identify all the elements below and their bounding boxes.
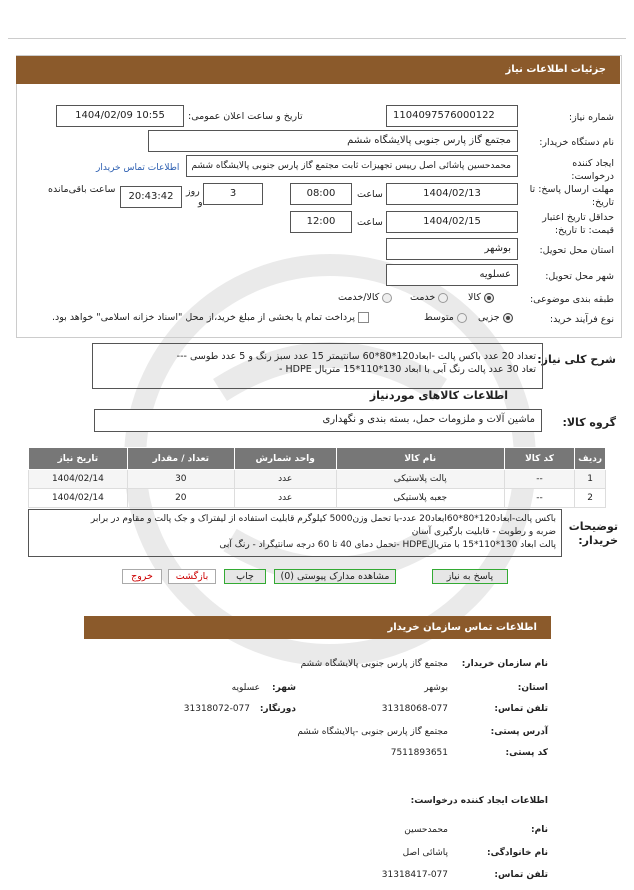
creator-info-title: اطلاعات ایجاد کننده درخواست: [410, 796, 548, 806]
buyer-org-field: مجتمع گاز پارس جنوبی پالایشگاه ششم [148, 130, 518, 152]
back-button[interactable]: بازگشت [168, 569, 216, 584]
cell-row: 1 [575, 470, 606, 489]
remaining-time-field: 20:43:42 [120, 186, 182, 208]
col-code: کد کالا [504, 448, 574, 470]
cell-qty: 30 [127, 470, 234, 489]
col-unit: واحد شمارش [234, 448, 336, 470]
cell-date: 1404/02/14 [29, 470, 128, 489]
buyer-notes-line-3: پالت ابعاد 130*110*15 با متریالHDPE -تحمل دمای 40 تا 60 درجه سانتیگراد - رنگ آبی [219, 540, 556, 550]
price-validity-time-label: ساعت [357, 217, 383, 228]
remaining-label: ساعت باقی‌مانده [48, 184, 116, 195]
contact-phone-label: تلفن تماس: [494, 704, 548, 714]
creator-phone-label: تلفن تماس: [494, 870, 548, 880]
category-option-service[interactable]: خدمت [410, 292, 448, 303]
col-name: نام کالا [336, 448, 504, 470]
purchase-option-minor[interactable]: جزیی [478, 312, 513, 323]
contact-province-value: بوشهر [424, 683, 448, 693]
price-validity-time-field: 12:00 [290, 211, 352, 233]
description-box [92, 343, 543, 389]
radio-icon [438, 293, 448, 303]
radio-icon [382, 293, 392, 303]
checkbox-icon [358, 312, 369, 323]
goods-table [28, 447, 606, 508]
cell-qty: 20 [127, 489, 234, 508]
province-label: استان محل تحویل: [539, 245, 614, 256]
page-header: جزئیات اطلاعات نیاز [16, 56, 620, 84]
cell-date: 1404/02/14 [29, 489, 128, 508]
buyer-notes-label: توضیحات خریدار: [568, 520, 618, 547]
radio-selected-icon [503, 313, 513, 323]
attachments-button[interactable]: مشاهده مدارک پیوستی (0) [274, 569, 396, 584]
deadline-label: مهلت ارسال پاسخ: تا تاریخ: [529, 184, 614, 208]
contact-org-label: نام سازمان خریدار: [461, 659, 548, 669]
buyer-notes-box [28, 509, 562, 557]
creator-name-label: نام: [531, 825, 548, 835]
contact-phone-value: 31318068-077 [381, 704, 448, 714]
col-date: تاریخ نیاز [29, 448, 128, 470]
creator-label: ایجاد کننده درخواست: [571, 158, 614, 182]
contact-org-value: مجتمع گاز پارس جنوبی پالایشگاه ششم [300, 659, 448, 669]
cell-name: پالت پلاستیکی [336, 470, 504, 489]
buyer-contact-link[interactable]: اطلاعات تماس خریدار [96, 163, 180, 173]
contact-address-label: آدرس پستی: [490, 727, 548, 737]
description-line-1: تعداد 20 عدد باکس پالت -ابعاد120*80*60 سانتیمتر 15 عدد سبز رنگ و 5 عدد طوسی --- [176, 351, 536, 362]
creator-name-value: محمدحسین [404, 825, 448, 835]
col-qty: تعداد / مقدار [127, 448, 234, 470]
cell-name: جعبه پلاستیکی [336, 489, 504, 508]
cell-row: 2 [575, 489, 606, 508]
city-label: شهر محل تحویل: [545, 271, 614, 282]
deadline-time-field: 08:00 [290, 183, 352, 205]
creator-phone-value: 31318417-077 [381, 870, 448, 880]
cell-unit: عدد [234, 470, 336, 489]
contact-city-label: شهر: [272, 683, 296, 693]
days-label: روز [186, 186, 200, 197]
creator-family-value: پاشائی اصل [402, 848, 448, 858]
days-field: 3 [203, 183, 263, 205]
description-line-2: تعاد 30 عدد پالت رنگ آبی با ابعاد 130*110*15 متریال HDPE - [279, 364, 536, 375]
creator-family-label: نام خانوادگی: [486, 848, 548, 858]
price-validity-label: حداقل تاریخ اعتبار قیمت: تا تاریخ: [542, 212, 614, 236]
table-row [29, 470, 606, 489]
contact-address-value: مجتمع گاز پارس جنوبی -پالایشگاه ششم [297, 727, 448, 737]
contact-city-value: عسلویه [231, 683, 260, 693]
purchase-option-medium[interactable]: متوسط [424, 312, 467, 323]
contact-province-label: استان: [517, 683, 548, 693]
top-divider [8, 38, 626, 39]
creator-field: محمدحسین پاشائی اصل رییس تجهیزات ثابت مجتمع گاز پارس جنوبی پالایشگاه ششم [186, 155, 518, 177]
buyer-org-label: نام دستگاه خریدار: [539, 137, 614, 148]
goods-group-label: گروه کالا: [562, 416, 616, 429]
cell-code: -- [504, 470, 574, 489]
reply-button[interactable]: پاسخ به نیاز [432, 569, 508, 584]
col-row: ردیف [575, 448, 606, 470]
province-field: بوشهر [386, 238, 518, 260]
price-validity-date-field: 1404/02/15 [386, 211, 518, 233]
cell-code: -- [504, 489, 574, 508]
cell-unit: عدد [234, 489, 336, 508]
contact-postal-value: 7511893651 [390, 748, 448, 758]
purchase-type-label: نوع فرآیند خرید: [549, 314, 614, 325]
deadline-date-field: 1404/02/13 [386, 183, 518, 205]
category-option-both[interactable]: کالا/خدمت [338, 292, 392, 303]
contact-postal-label: کد پستی: [505, 748, 548, 758]
goods-group-field: ماشین آلات و ملزومات حمل، بسته بندی و نگهداری [94, 409, 542, 432]
contact-header: اطلاعات تماس سازمان خریدار [84, 616, 551, 639]
radio-selected-icon [484, 293, 494, 303]
announce-field: 1404/02/09 10:55 [56, 105, 184, 127]
exit-button[interactable]: خروج [122, 569, 162, 584]
city-field: عسلویه [386, 264, 518, 286]
buyer-notes-line-2: ضربه و رطوبت - قابلیت بارگیری آسان [411, 527, 556, 537]
deadline-time-label: ساعت [357, 189, 383, 200]
category-label: طبقه بندی موضوعی: [529, 294, 614, 305]
description-label: شرح کلی نیاز: [537, 353, 616, 366]
print-button[interactable]: چاپ [224, 569, 266, 584]
radio-icon [457, 313, 467, 323]
need-number-field: 1104097576000122 [386, 105, 518, 127]
table-row [29, 489, 606, 508]
contact-fax-value: 31318072-077 [183, 704, 250, 714]
goods-info-title: اطلاعات کالاهای موردنیاز [369, 389, 508, 402]
need-number-label: شماره نیاز: [568, 112, 614, 123]
treasury-option[interactable]: پرداخت تمام یا بخشی از مبلغ خرید،از محل "اسناد خزانه اسلامی" خواهد بود. [52, 312, 369, 323]
category-option-goods[interactable]: کالا [468, 292, 494, 303]
contact-fax-label: دورنگار: [259, 704, 296, 714]
and-label: و [198, 197, 203, 208]
buyer-notes-line-1: باکس پالت-ابعاد120*80*60ابعاد20 عدد-با تحمل وزن5000 کیلوگرم قابلیت استفاده از لیفتراک و جک پالت و مقاوم در برابر [90, 514, 556, 524]
announce-label: تاریخ و ساعت اعلان عمومی: [188, 111, 303, 122]
